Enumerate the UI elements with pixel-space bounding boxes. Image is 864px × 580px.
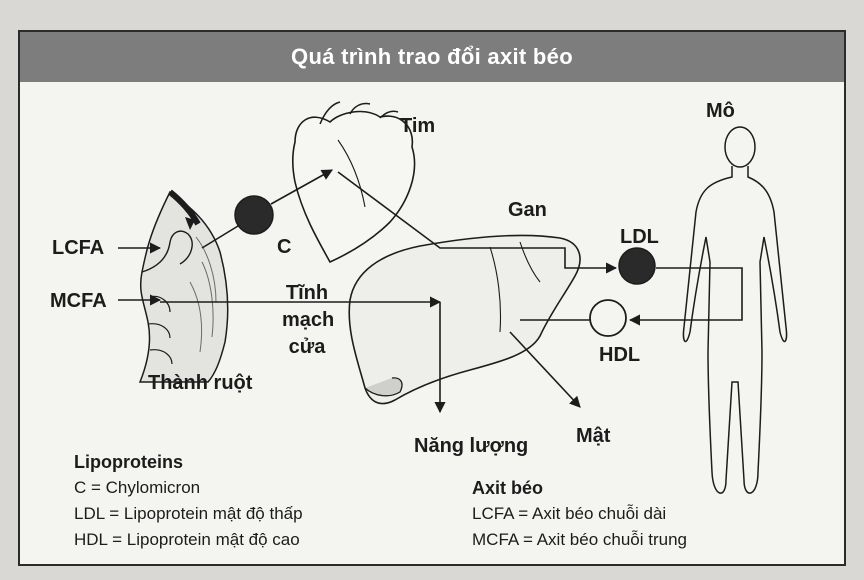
- heart-label: Tim: [400, 115, 436, 137]
- mcfa-label: MCFA: [50, 290, 107, 312]
- intestine-wall-label: Thành ruột: [148, 372, 253, 394]
- diagram-figure: [18, 30, 846, 566]
- bile-label: Mật: [576, 425, 611, 447]
- ldl-circle: [619, 248, 655, 284]
- portal-vein-label-1: Tĩnh: [285, 282, 329, 304]
- portal-vein-label-2: mạch: [282, 309, 335, 331]
- legend-fatty-acids-line: MCFA = Axit béo chuỗi trung: [472, 530, 687, 549]
- human-body-illustration: [683, 127, 786, 493]
- legend-fatty-acids-heading: Axit béo: [472, 478, 544, 498]
- chylomicron-label: C: [277, 236, 292, 258]
- liver-label: Gan: [508, 199, 547, 221]
- intestine-wall-illustration: [140, 192, 228, 382]
- legend-lipoproteins-line: LDL = Lipoprotein mật độ thấp: [74, 504, 303, 523]
- diagram-title: Quá trình trao đổi axit béo: [20, 32, 844, 82]
- hdl-circle: [590, 300, 626, 336]
- legend-fatty-acids-line: LCFA = Axit béo chuỗi dài: [472, 504, 667, 523]
- legend-lipoproteins-line: C = Chylomicron: [74, 478, 201, 497]
- liver-to-bile-arrow: [510, 332, 580, 407]
- hdl-label: HDL: [599, 344, 641, 366]
- portal-vein-label-3: cửa: [288, 336, 326, 358]
- energy-label: Năng lượng: [414, 435, 529, 457]
- ldl-label: LDL: [620, 226, 659, 248]
- legend-lipoproteins-heading: Lipoproteins: [74, 452, 183, 472]
- legend-lipoproteins-line: HDL = Lipoprotein mật độ cao: [74, 530, 300, 549]
- tissue-label: Mô: [706, 100, 735, 122]
- chylomicron-circle: [235, 196, 273, 234]
- lcfa-label: LCFA: [52, 237, 105, 259]
